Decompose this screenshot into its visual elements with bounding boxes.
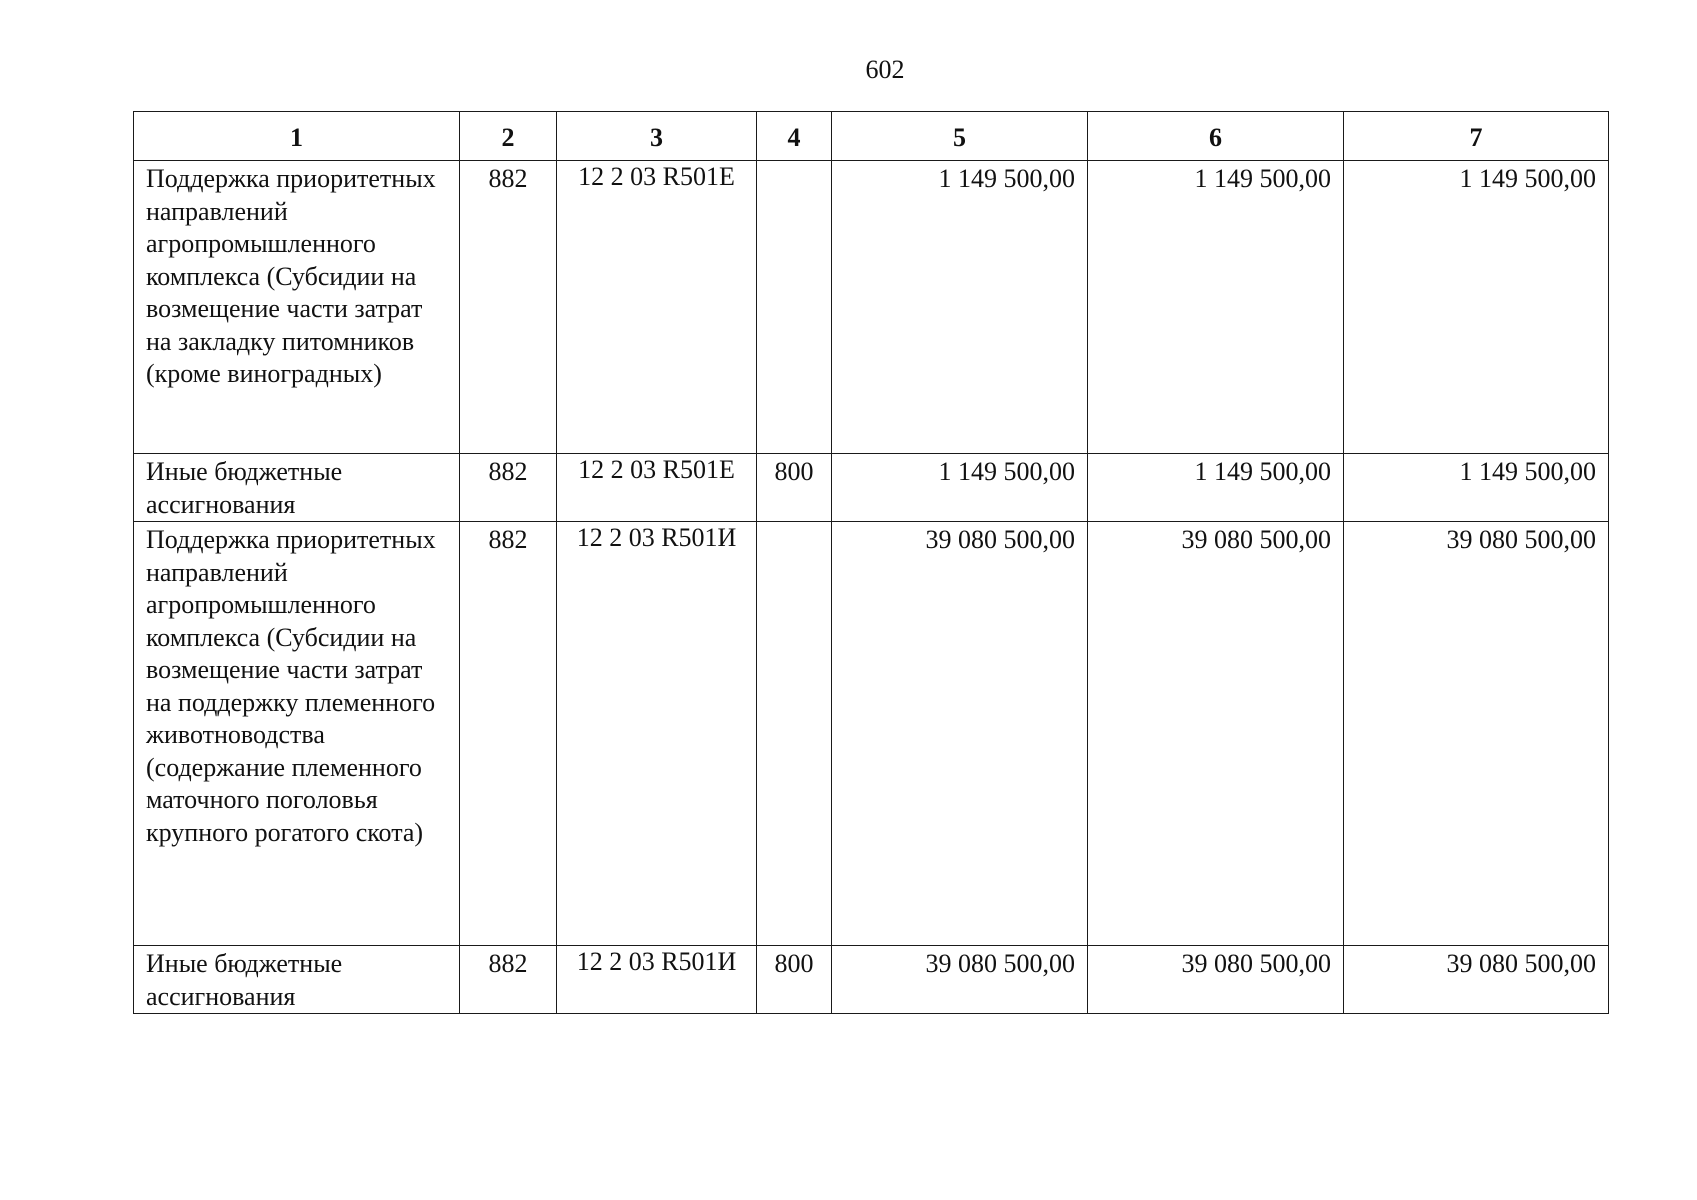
expense-type-cell (757, 522, 832, 946)
column-header-6: 6 (1088, 112, 1344, 161)
item-name-cell: Поддержка приоритетных направлений агропромышленного комплекса (Субсидии на возмещение части затрат на закладку питомников (кроме виноградных) (134, 161, 460, 454)
amount-cell-5: 39 080 500,00 (832, 946, 1088, 1014)
table-row (134, 946, 1609, 1014)
expense-type-cell: 800 (757, 946, 832, 1014)
column-header-7: 7 (1344, 112, 1609, 161)
amount-cell-5: 39 080 500,00 (832, 522, 1088, 946)
item-name-cell: Поддержка приоритетных направлений агропромышленного комплекса (Субсидии на возмещение части затрат на поддержку племенного животноводства (содержание племенного маточного поголовья крупного рогатого скота) (134, 522, 460, 946)
amount-cell-5: 1 149 500,00 (832, 161, 1088, 454)
expense-type-cell: 800 (757, 454, 832, 522)
page-number: 602 (865, 55, 905, 84)
target-article-cell: 12 2 03 R501Е (557, 161, 757, 454)
table-header-row (134, 112, 1609, 161)
item-name-cell: Иные бюджетные ассигнования (134, 454, 460, 522)
amount-cell-7: 39 080 500,00 (1344, 946, 1609, 1014)
ministry-code-cell: 882 (460, 161, 557, 454)
expense-type-cell (757, 161, 832, 454)
amount-cell-6: 1 149 500,00 (1088, 161, 1344, 454)
table-row (134, 454, 1609, 522)
column-header-3: 3 (557, 112, 757, 161)
column-header-4: 4 (757, 112, 832, 161)
amount-cell-6: 39 080 500,00 (1088, 522, 1344, 946)
amount-cell-6: 39 080 500,00 (1088, 946, 1344, 1014)
table-row (134, 522, 1609, 946)
table-row (134, 161, 1609, 454)
amount-cell-7: 1 149 500,00 (1344, 161, 1609, 454)
column-header-5: 5 (832, 112, 1088, 161)
column-header-2: 2 (460, 112, 557, 161)
column-header-1: 1 (134, 112, 460, 161)
budget-table (133, 111, 1609, 1014)
target-article-cell: 12 2 03 R501И (557, 946, 757, 1014)
target-article-cell: 12 2 03 R501И (557, 522, 757, 946)
amount-cell-5: 1 149 500,00 (832, 454, 1088, 522)
ministry-code-cell: 882 (460, 454, 557, 522)
item-name-cell: Иные бюджетные ассигнования (134, 946, 460, 1014)
amount-cell-7: 39 080 500,00 (1344, 522, 1609, 946)
target-article-cell: 12 2 03 R501Е (557, 454, 757, 522)
ministry-code-cell: 882 (460, 522, 557, 946)
amount-cell-6: 1 149 500,00 (1088, 454, 1344, 522)
amount-cell-7: 1 149 500,00 (1344, 454, 1609, 522)
ministry-code-cell: 882 (460, 946, 557, 1014)
